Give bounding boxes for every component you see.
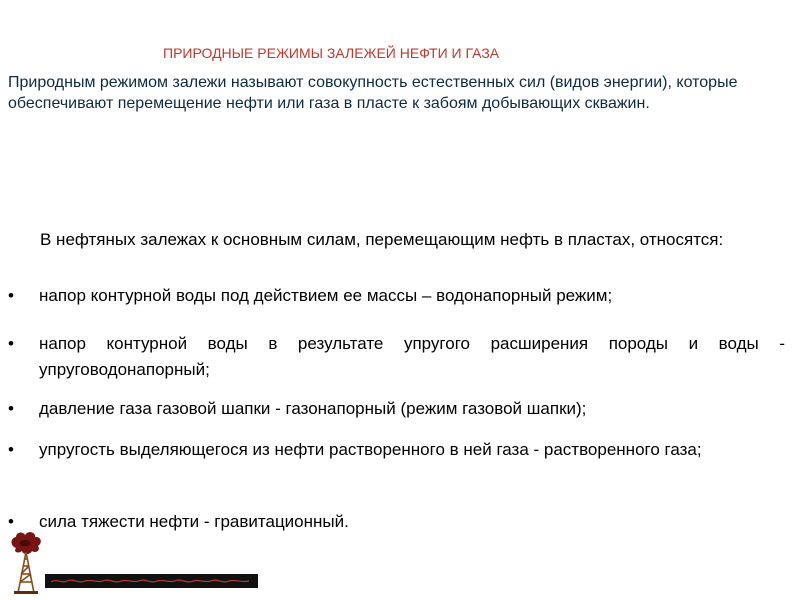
definition-paragraph: Природным режимом залежи называют совокупность естественных сил (видов энергии), которые обеспечивают перемещение нефти или газа в пласте к забоям добывающих скважин. bbox=[8, 74, 738, 112]
slide-title: ПРИРОДНЫЕ РЕЖИМЫ ЗАЛЕЖЕЙ НЕФТИ И ГАЗА bbox=[163, 45, 500, 61]
list-item-text: давление газа газовой шапки - газонапорный (режим газовой шапки); bbox=[39, 399, 587, 418]
oil-rig-gusher-icon bbox=[8, 530, 44, 594]
bullet-marker: • bbox=[8, 286, 14, 305]
list-item-text: напор контурной воды под действием ее массы – водонапорный режим; bbox=[39, 286, 613, 305]
footer-decoration bbox=[49, 577, 254, 585]
list-item bbox=[8, 396, 785, 422]
bullet-marker: • bbox=[8, 512, 14, 531]
intro-paragraph: В нефтяных залежах к основным силам, перемещающим нефть в пластах, относятся: bbox=[40, 230, 724, 249]
list-item-text: упругость выделяющегося из нефти растворенного в ней газа - растворенного газа; bbox=[39, 440, 702, 459]
list-item bbox=[8, 331, 785, 383]
bullet-marker: • bbox=[8, 334, 14, 353]
list-item bbox=[8, 283, 785, 309]
bullet-marker: • bbox=[8, 440, 14, 459]
list-item bbox=[8, 509, 785, 535]
list-item-text: напор контурной воды в результате упругого расширения породы и воды - упруговодонапорный; bbox=[39, 334, 785, 379]
list-item bbox=[8, 437, 785, 463]
footer-strip bbox=[45, 574, 258, 588]
list-item-text: сила тяжести нефти - гравитационный. bbox=[39, 512, 349, 531]
bullet-marker: • bbox=[8, 399, 14, 418]
